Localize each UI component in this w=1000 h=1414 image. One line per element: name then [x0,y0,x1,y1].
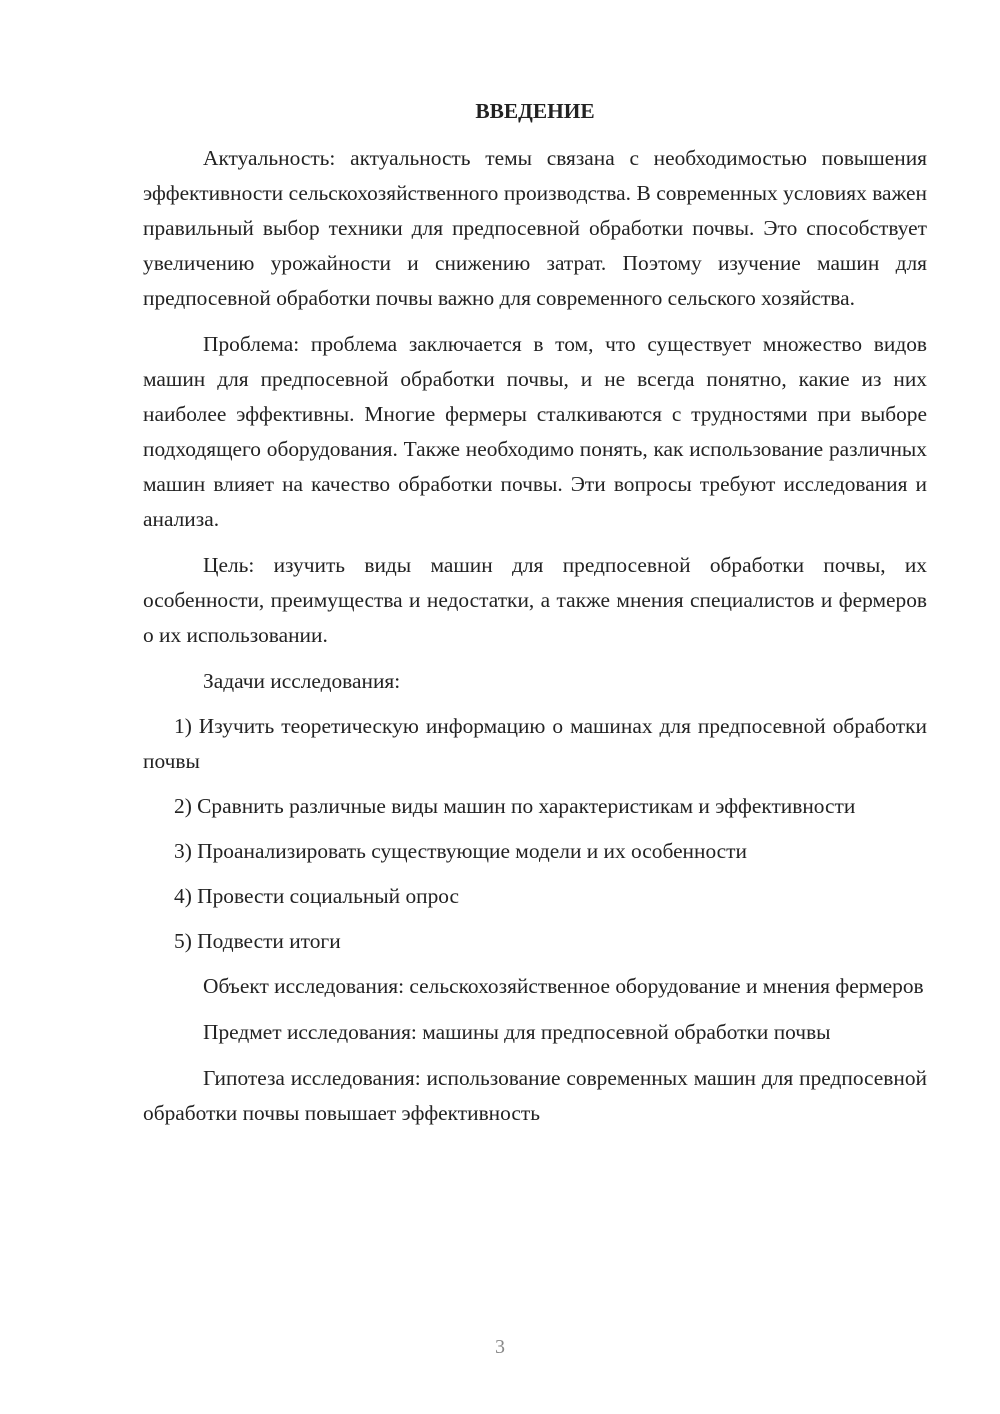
tasks-list [143,709,927,959]
paragraph-problem: Проблема: проблема заключается в том, что существует множество видов машин для предпосевной обработки почвы, и не всегда понятно, какие из них наиболее эффективны. Многие фермеры сталкиваются с трудностями при выборе подходящего оборудования. Также необходимо понять, как использование различных машин влияет на качество обработки почвы. Эти вопросы требуют исследования и анализа. [143,332,927,531]
list-item: 5) Подвести итоги [174,929,341,953]
page-number: 3 [495,1336,505,1358]
list-item: 2) Сравнить различные виды машин по характеристикам и эффективности [174,794,856,818]
list-item: 3) Проанализировать существующие модели и их особенности [174,839,747,863]
list-item: 4) Провести социальный опрос [174,884,460,908]
list-item: 1) Изучить теоретическую информацию о машинах для предпосевной обработки почвы [143,714,927,773]
paragraph-tasks-intro: Задачи исследования: [203,669,401,693]
paragraph-subject: Предмет исследования: машины для предпосевной обработки почвы [203,1020,831,1044]
document-body [143,94,927,1142]
page-title: ВВЕДЕНИЕ [475,99,595,123]
paragraph-object: Объект исследования: сельскохозяйственное оборудование и мнения фермеров [203,974,924,998]
paragraph-hypothesis: Гипотеза исследования: использование современных машин для предпосевной обработки почвы повышает эффективность [143,1066,927,1125]
paragraph-relevance: Актуальность: актуальность темы связана с необходимостью повышения эффективности сельскохозяйственного производства. В современных условиях важен правильный выбор техники для предпосевной обработки почвы. Это способствует увеличению урожайности и снижению затрат. Поэтому изучение машин для предпосевной обработки почвы важно для современного сельского хозяйства. [143,146,927,310]
paragraph-goal: Цель: изучить виды машин для предпосевной обработки почвы, их особенности, преимущества и недостатки, а также мнения специалистов и фермеров о их использовании. [143,553,927,647]
